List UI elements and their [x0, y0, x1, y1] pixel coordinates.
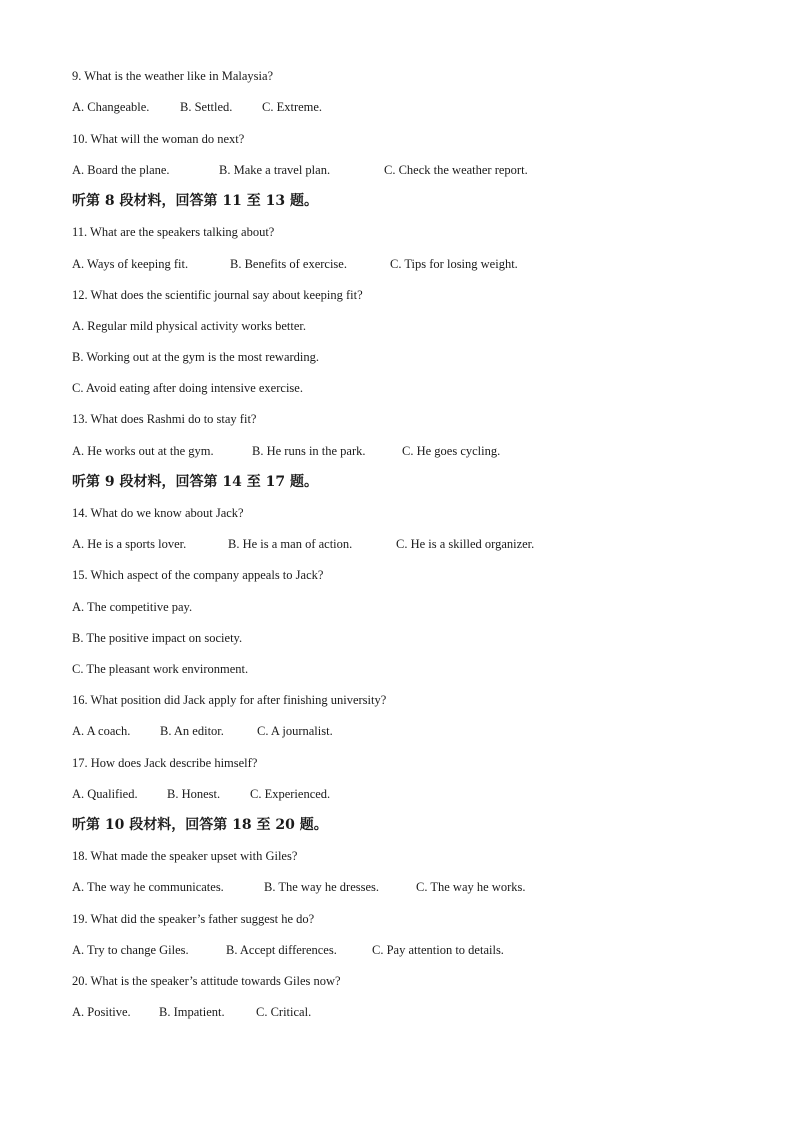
option-a: A. Changeable. [72, 100, 150, 114]
option-c: C. He is a skilled organizer. [396, 537, 535, 551]
option-a: A. Qualified. [72, 787, 138, 801]
option-a: A. He works out at the gym. [72, 444, 214, 458]
option-b: B. Settled. [180, 100, 233, 114]
option-a: A. The way he communicates. [72, 880, 224, 894]
option-c: C. He goes cycling. [402, 444, 501, 458]
question-12-option-a: A. Regular mild physical activity works better. [72, 319, 306, 333]
option-a: A. Board the plane. [72, 163, 170, 177]
option-b: B. Accept differences. [226, 943, 337, 957]
option-a: A. Try to change Giles. [72, 943, 189, 957]
option-b: B. Make a travel plan. [219, 163, 331, 177]
option-b: B. He is a man of action. [228, 537, 353, 551]
question-15-option-c: C. The pleasant work environment. [72, 662, 249, 676]
question-15-option-b: B. The positive impact on society. [72, 631, 243, 645]
question-11: 11. What are the speakers talking about? [72, 225, 275, 239]
option-c: C. Pay attention to details. [372, 943, 504, 957]
section-heading-8: 听第 8 段材料，回答第 11 至 13 题。 [72, 193, 318, 209]
question-15: 15. Which aspect of the company appeals to Jack? [72, 568, 324, 582]
question-16: 16. What position did Jack apply for after finishing university? [72, 693, 387, 707]
question-19: 19. What did the speaker’s father suggest he do? [72, 912, 315, 926]
option-c: C. Experienced. [250, 787, 331, 801]
question-12: 12. What does the scientific journal say about keeping fit? [72, 288, 363, 302]
option-b: B. Benefits of exercise. [230, 257, 347, 271]
option-a: A. He is a sports lover. [72, 537, 187, 551]
option-b: B. He runs in the park. [252, 444, 366, 458]
question-12-option-b: B. Working out at the gym is the most rewarding. [72, 350, 319, 364]
option-a: A. Positive. [72, 1005, 131, 1019]
option-c: C. Extreme. [262, 100, 323, 114]
question-18: 18. What made the speaker upset with Giles? [72, 849, 298, 863]
question-10: 10. What will the woman do next? [72, 132, 245, 146]
question-12-option-c: C. Avoid eating after doing intensive exercise. [72, 381, 303, 395]
section-heading-10: 听第 10 段材料，回答第 18 至 20 题。 [72, 817, 328, 833]
question-15-option-a: A. The competitive pay. [72, 600, 193, 614]
question-14: 14. What do we know about Jack? [72, 506, 244, 520]
option-a: A. A coach. [72, 724, 131, 738]
question-9: 9. What is the weather like in Malaysia? [72, 69, 274, 83]
option-b: B. An editor. [160, 724, 224, 738]
option-a: A. Ways of keeping fit. [72, 257, 189, 271]
option-b: B. Impatient. [159, 1005, 225, 1019]
question-20: 20. What is the speaker’s attitude towards Giles now? [72, 974, 341, 988]
option-c: C. A journalist. [257, 724, 333, 738]
option-b: B. Honest. [167, 787, 221, 801]
option-c: C. The way he works. [416, 880, 526, 894]
option-b: B. The way he dresses. [264, 880, 380, 894]
option-c: C. Critical. [256, 1005, 312, 1019]
option-c: C. Tips for losing weight. [390, 257, 518, 271]
option-c: C. Check the weather report. [384, 163, 528, 177]
question-13: 13. What does Rashmi do to stay fit? [72, 412, 257, 426]
question-17: 17. How does Jack describe himself? [72, 756, 258, 770]
section-heading-9: 听第 9 段材料，回答第 14 至 17 题。 [72, 474, 318, 490]
